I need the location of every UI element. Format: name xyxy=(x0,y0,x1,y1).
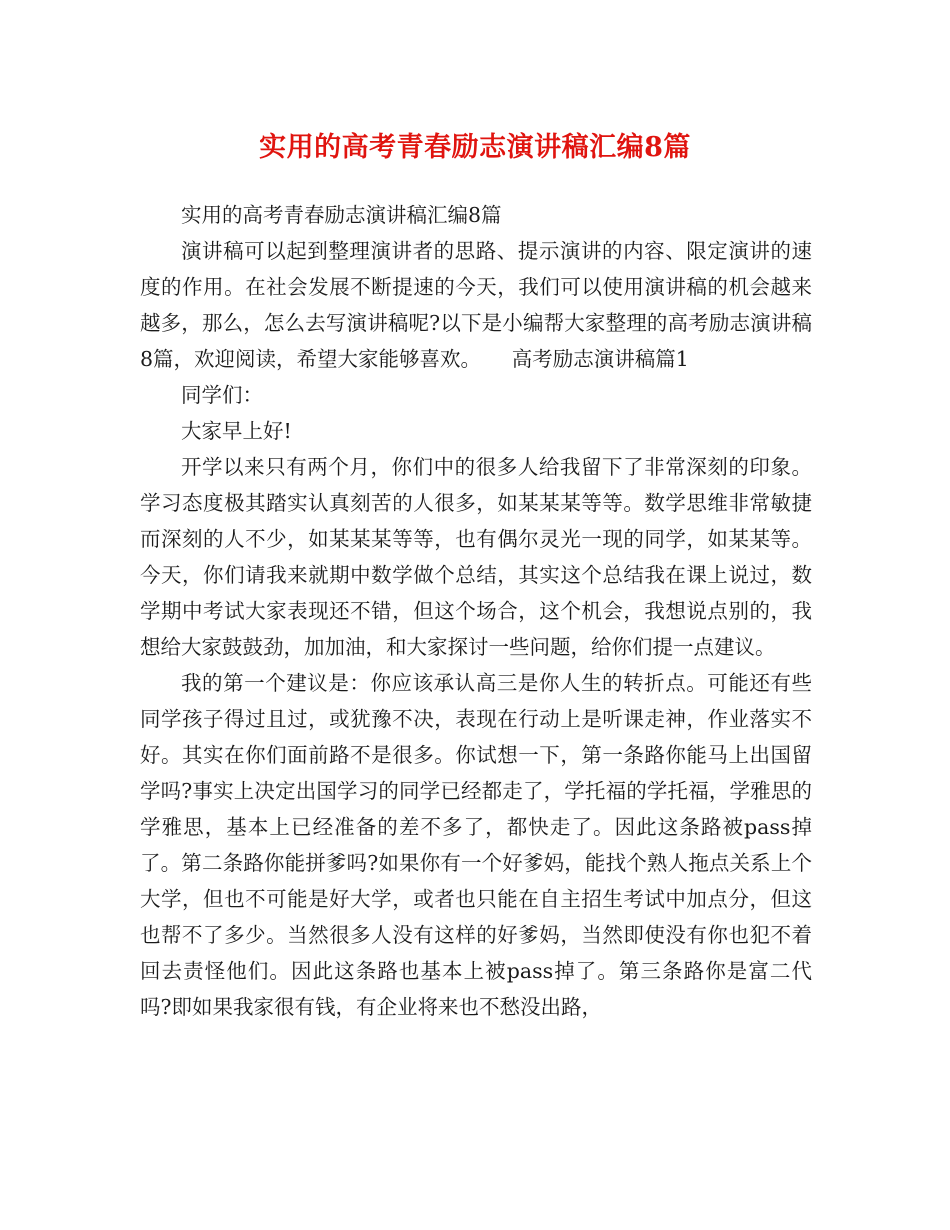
paragraph-subtitle: 实用的高考青春励志演讲稿汇编8篇 xyxy=(181,203,502,227)
paragraph-body-2: 我的第一个建议是：你应该承认高三是你人生的转折点。可能还有些同学孩子得过且过，或犹豫不决，表现在行动上是听课走神，作业落实不好。其实在你们面前路不是很多。你试想一下，第一条路你能马上出国留学吗?事实上决定出国学习的同学已经都走了，学托福的学托福，学雅思的学雅思，基本上已经准备的差不多了，都快走了。因此这条路被pass掉了。第二条路你能拼爹吗?如果你有一个好爹妈，能找个熟人拖点关系上个大学，但也不可能是好大学，或者也只能在自主招生考试中加点分，但这也帮不了多少。当然很多人没有这样的好爹妈，当然即使没有你也犯不着回去责怪他们。因此这条路也基本上被pass掉了。第三条路你是富二代吗?即如果我家很有钱，有企业将来也不愁没出路， xyxy=(140,671,812,1019)
page-title: 实用的高考青春励志演讲稿汇编8篇 xyxy=(259,132,691,163)
paragraph-greeting: 同学们： xyxy=(181,383,263,407)
paragraph-good-morning: 大家早上好! xyxy=(181,419,292,443)
paragraph-intro: 演讲稿可以起到整理演讲者的思路、提示演讲的内容、限定演讲的速度的作用。在社会发展不断提速的今天，我们可以使用演讲稿的机会越来越多，那么，怎么去写演讲稿呢?以下是小编帮大家整理的高考励志演讲稿8篇，欢迎阅读，希望大家能够喜欢。 高考励志演讲稿篇1 xyxy=(140,239,812,371)
document-body xyxy=(140,197,812,1025)
paragraph-body-1: 开学以来只有两个月，你们中的很多人给我留下了非常深刻的印象。学习态度极其踏实认真刻苦的人很多，如某某某等等。数学思维非常敏捷而深刻的人不少，如某某某等等，也有偶尔灵光一现的同学，如某某等。今天，你们请我来就期中数学做个总结，其实这个总结我在课上说过，数学期中考试大家表现还不错，但这个场合，这个机会，我想说点别的，我想给大家鼓鼓劲，加加油，和大家探讨一些问题，给你们提一点建议。 xyxy=(140,455,812,659)
